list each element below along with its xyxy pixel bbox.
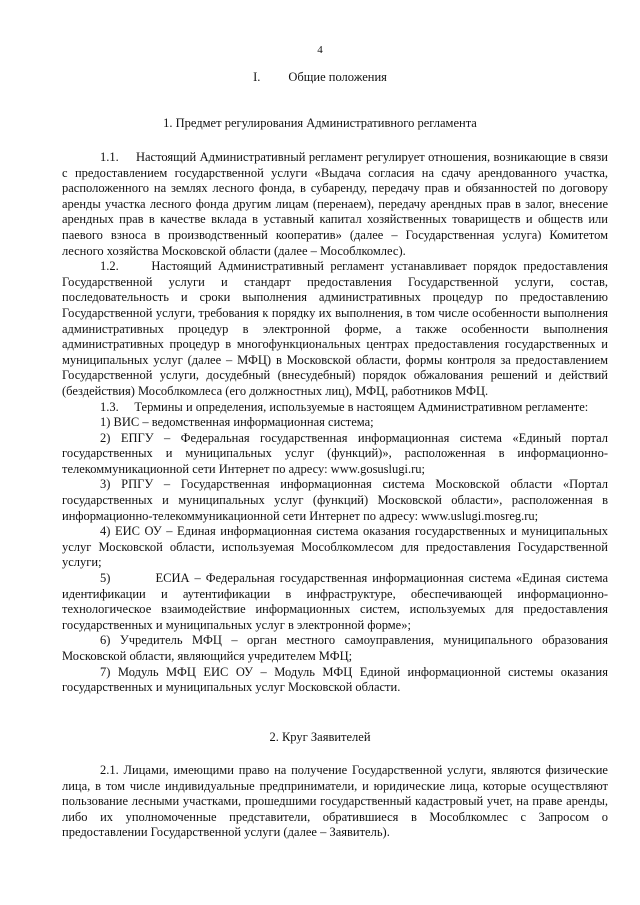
term-item-rpgu: 3) РПГУ – Государственная информационная система Московской области «Портал государственных и муниципальных услуг (функций) Московской области», расположенная в информационно-телекоммуникационной сети Интернет по адресу: www.uslugi.mosreg.ru; [62, 477, 608, 523]
paragraph-1-2: 1.2. Настоящий Административный регламент устанавливает порядок предоставления Государственной услуги и стандарт предоставления Государственной услуги, состав, последовательность и сроки выполнения административных процедур по предоставлению Государственной услуги, требования к порядку их выполнения, в том числе особенности выполнения административных процедур в электронной форме, а также особенности выполнения административных процедур в многофункциональных центрах предоставления государственных и муниципальных услуг (далее – МФЦ) в Московской области, формы контроля за предоставлением Государственной услуги, досудебный (внесудебный) порядок обжалования решений и действий (бездействия) Мособлкомлеса (его должностных лиц), МФЦ, работников МФЦ. [62, 259, 608, 398]
term-item-vis: 1) ВИС – ведомственная информационная система; [100, 415, 374, 430]
subsection-2-title: 2. Круг Заявителей [269, 730, 371, 744]
paragraph-1-1: 1.1. Настоящий Административный регламент регулирует отношения, возникающие в связи с предоставлением государственной услуги «Выдача согласия на сдачу арендованного участка, расположенного на землях лесного фонда, в субаренду, передачу прав и обязанностей по договору аренды участка лесного фонда другим лицам (перенаем), передачу арендных прав в залог, внесение арендных прав в качестве вклада в уставный капитал хозяйственных товариществ и обществ или паевого взноса в производственный кооператив» (далее – Государственная услуга) Комитетом лесного хозяйства Московской области (далее – Мособлкомлес). [62, 150, 608, 258]
paragraph-1-3: 1.3. Термины и определения, используемые в настоящем Административном регламенте: [100, 399, 589, 414]
paragraph-2-1: 2.1. Лицами, имеющими право на получение Государственной услуги, являются физические лица, в том числе индивидуальные предприниматели, и юридические лица, которые осуществляют пользование лесными участками, прошедшими государственный кадастровый учет, на праве аренды, либо их уполномоченные представители, обратившиеся в Мособлкомлес с Запросом о предоставлении Государственной услуги (далее – Заявитель). [62, 763, 608, 840]
term-item-mfc-module: 7) Модуль МФЦ ЕИС ОУ – Модуль МФЦ Единой информационной системы оказания государственных и муниципальных услуг Московской области. [62, 664, 608, 695]
section-roman-numeral: I. [253, 70, 261, 84]
section-heading [0, 70, 640, 85]
section-title: Общие положения [288, 70, 387, 84]
term-item-esia: 5) ЕСИА – Федеральная государственная информационная система «Единая система идентификации и аутентификации в инфраструктуре, обеспечивающей информационно-технологическое взаимодействие информационных систем, используемых для предоставления государственных и муниципальных услуг в электронной форме»; [62, 571, 608, 632]
subsection-1-body [62, 150, 608, 696]
term-item-mfc-founder: 6) Учредитель МФЦ – орган местного самоуправления, муниципального образования Московской области, являющийся учредителем МФЦ; [62, 633, 608, 663]
page-number: 4 [317, 44, 323, 56]
subsection-1-title: 1. Предмет регулирования Административного регламента [163, 116, 477, 130]
term-item-epgu: 2) ЕПГУ – Федеральная государственная информационная система «Единый портал государственных и муниципальных услуг (функций)», расположенная в информационно-телекоммуникационной сети Интернет по адресу: www.gosuslugi.ru; [62, 430, 608, 476]
subsection-2-body [62, 763, 608, 841]
term-item-eis-ou: 4) ЕИС ОУ – Единая информационная система оказания государственных и муниципальных услуг Московской области, используемая Мособлкомлесом для предоставления Государственной услуги; [62, 524, 608, 570]
